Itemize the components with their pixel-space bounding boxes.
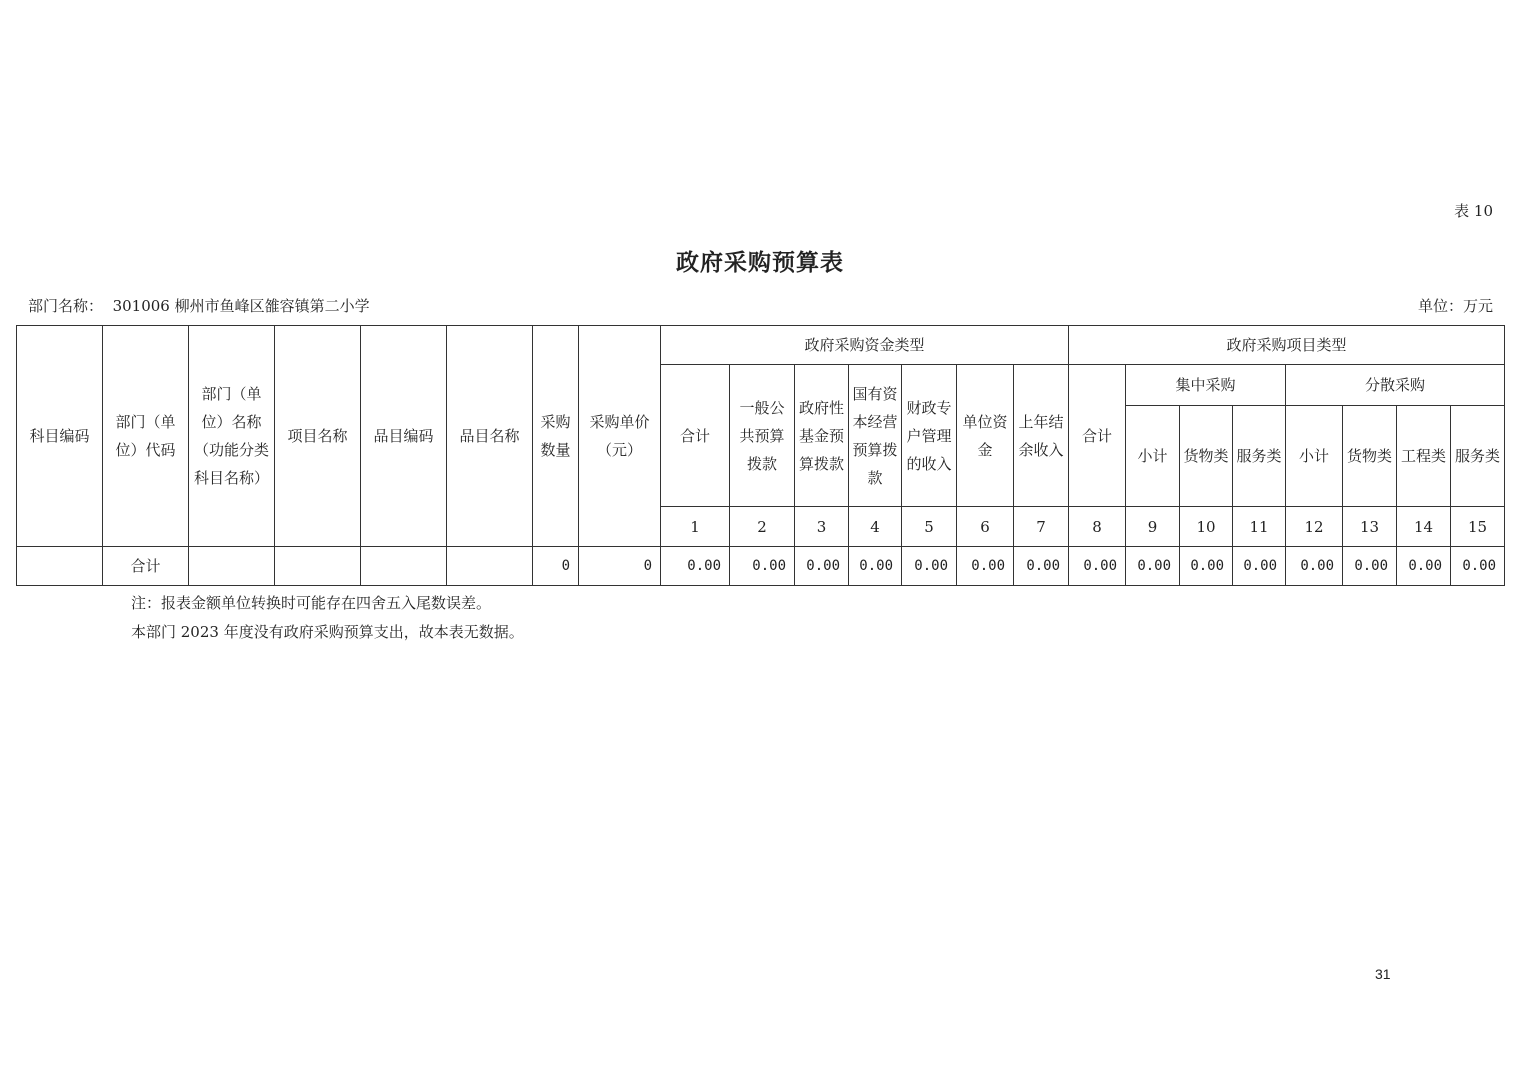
total-value-cell: 0.00 [661,547,730,586]
total-value-cell: 0.00 [849,547,902,586]
total-dept-name-cell [189,547,275,586]
unit-label: 单位：万元 [1417,297,1493,315]
column-number: 1 [661,507,730,547]
table-number: 表 10 [1454,202,1493,220]
column-number: 9 [1126,507,1180,547]
header-quantity: 采购数量 [533,326,579,547]
header-unit-price: 采购单价（元） [579,326,661,547]
header-project-type-group: 政府采购项目类型 [1069,326,1505,365]
total-value-cell: 0.00 [1180,547,1233,586]
header-centralized-goods: 货物类 [1180,406,1233,507]
header-item-name: 品目名称 [447,326,533,547]
header-gov-fund-budget: 政府性基金预算拨款 [795,365,849,507]
total-value-cell: 0.00 [1286,547,1343,586]
department-label: 部门名称： [28,297,104,315]
header-decentralized-engineering: 工程类 [1397,406,1451,507]
total-value-cell: 0.00 [957,547,1014,586]
header-project-total: 合计 [1069,365,1126,507]
total-item-name-cell [447,547,533,586]
header-fiscal-special-account: 财政专户管理的收入 [902,365,957,507]
column-number: 7 [1014,507,1069,547]
no-data-note: 本部门 2023 年度没有政府采购预算支出，故本表无数据。 [131,623,524,641]
header-project-name: 项目名称 [275,326,361,547]
rounding-note: 注：报表金额单位转换时可能存在四舍五入尾数误差。 [131,594,492,612]
header-dept-code: 部门（单位）代码 [103,326,189,547]
column-number: 12 [1286,507,1343,547]
column-number: 15 [1451,507,1505,547]
header-fund-total: 合计 [661,365,730,507]
header-centralized-subtotal: 小计 [1126,406,1180,507]
column-number: 11 [1233,507,1286,547]
total-item-code-cell [361,547,447,586]
column-number: 4 [849,507,902,547]
header-row-1 [17,326,1505,365]
total-value-cell: 0.00 [902,547,957,586]
total-quantity: 0 [533,547,579,586]
page-number: 31 [1375,966,1391,982]
total-value-cell: 0.00 [1014,547,1069,586]
header-decentralized-procurement: 分散采购 [1286,365,1505,406]
header-state-capital-budget: 国有资本经营预算拨款 [849,365,902,507]
column-number: 6 [957,507,1014,547]
header-general-public-budget: 一般公共预算拨款 [730,365,795,507]
total-unit-price: 0 [579,547,661,586]
total-value-cell: 0.00 [1451,547,1505,586]
header-decentralized-subtotal: 小计 [1286,406,1343,507]
header-unit-fund: 单位资金 [957,365,1014,507]
header-dept-name: 部门（单位）名称（功能分类科目名称） [189,326,275,547]
total-project-name-cell [275,547,361,586]
total-value-cell: 0.00 [795,547,849,586]
total-value-cell: 0.00 [1233,547,1286,586]
header-fund-type-group: 政府采购资金类型 [661,326,1069,365]
total-subject-code-cell [17,547,103,586]
header-subject-code: 科目编码 [17,326,103,547]
header-decentralized-service: 服务类 [1451,406,1505,507]
total-value-cell: 0.00 [1397,547,1451,586]
total-row [17,547,1505,586]
header-decentralized-goods: 货物类 [1343,406,1397,507]
total-value-cell: 0.00 [1126,547,1180,586]
procurement-budget-table [16,325,1505,586]
column-number: 13 [1343,507,1397,547]
column-number: 3 [795,507,849,547]
department-name: 301006 柳州市鱼峰区雒容镇第二小学 [112,297,370,315]
total-row-label: 合计 [103,547,189,586]
total-value-cell: 0.00 [730,547,795,586]
page-title: 政府采购预算表 [676,249,844,276]
header-item-code: 品目编码 [361,326,447,547]
header-centralized-procurement: 集中采购 [1126,365,1286,406]
column-number: 8 [1069,507,1126,547]
header-centralized-service: 服务类 [1233,406,1286,507]
header-prior-year-balance: 上年结余收入 [1014,365,1069,507]
column-number: 14 [1397,507,1451,547]
total-value-cell: 0.00 [1069,547,1126,586]
department-line [28,295,370,316]
total-value-cell: 0.00 [1343,547,1397,586]
column-number: 5 [902,507,957,547]
column-number: 10 [1180,507,1233,547]
column-number: 2 [730,507,795,547]
